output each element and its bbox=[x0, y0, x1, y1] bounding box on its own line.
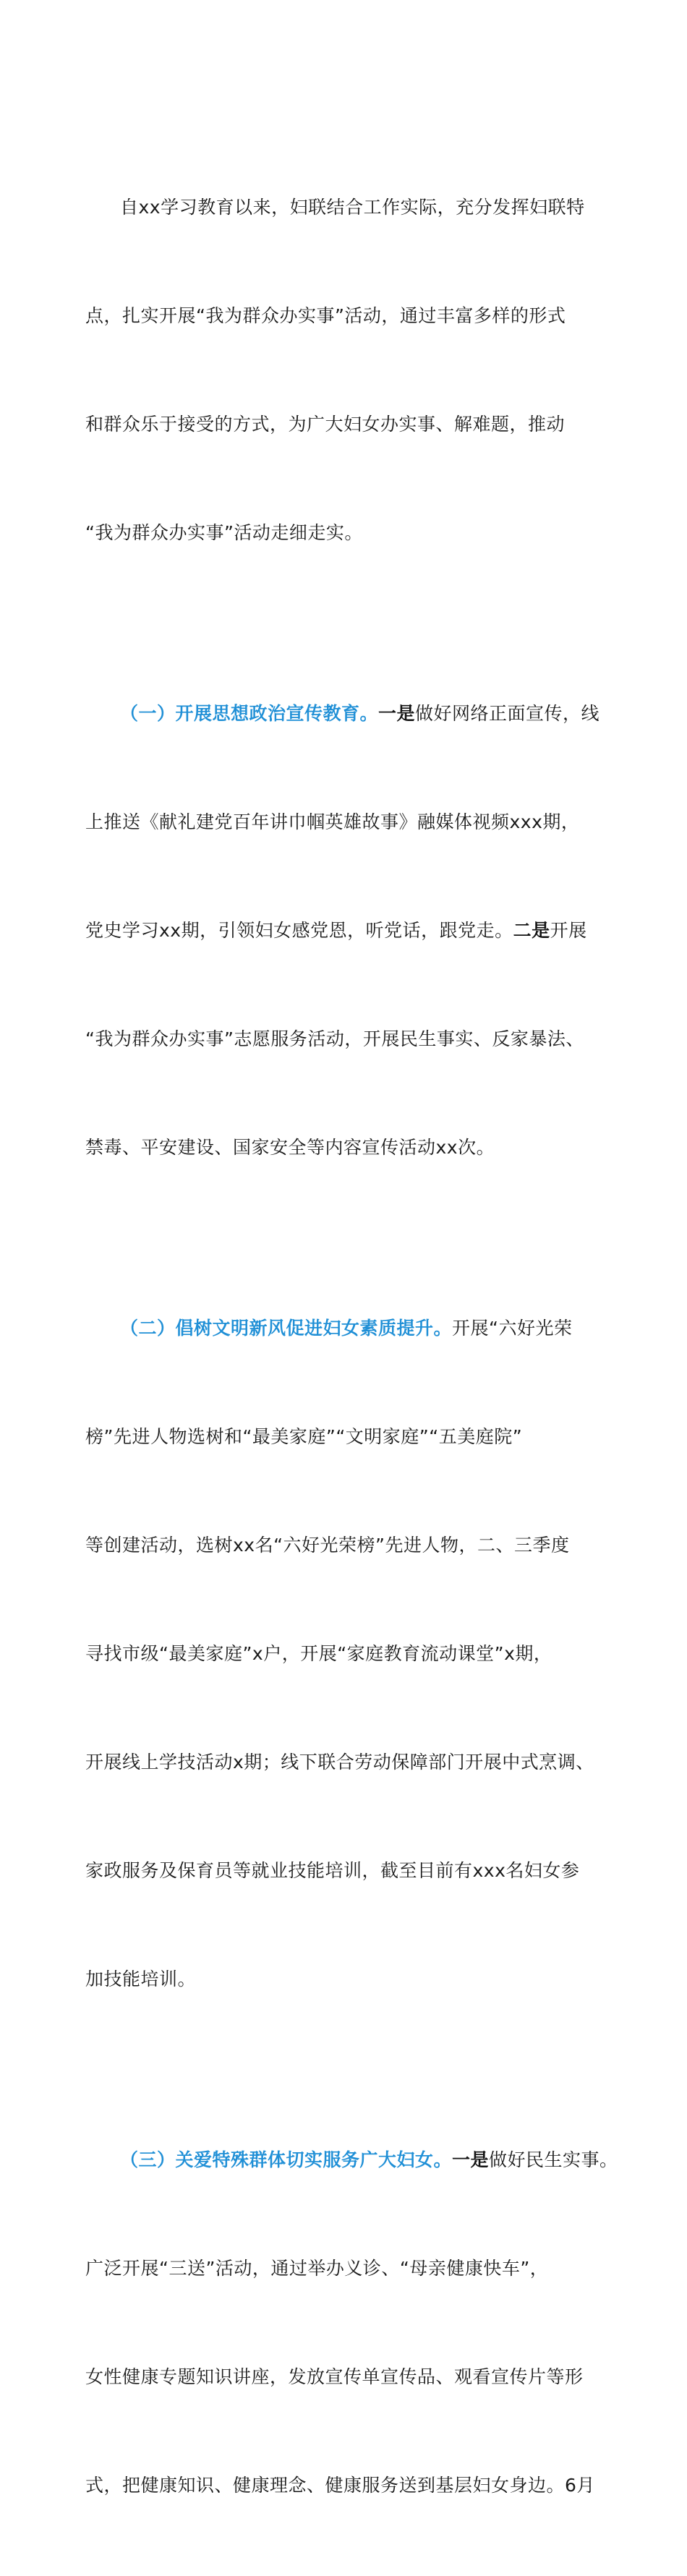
text-line bbox=[85, 696, 606, 732]
text-line: 禁毒、平安建设、国家安全等内容宣传活动xx次。 bbox=[85, 1137, 495, 1158]
text-line: 开展线上学技活动x期；线下联合劳动保障部门开展中式烹调、 bbox=[85, 1752, 594, 1773]
text-line bbox=[85, 1310, 606, 1347]
text-line: 家政服务及保育员等就业技能培训，截至目前有xxx名妇女参 bbox=[85, 1860, 580, 1881]
text-line: 广泛开展“三送”活动，通过举办义诊、“母亲健康快车”， bbox=[85, 2258, 549, 2279]
section-2-paragraph bbox=[85, 1238, 606, 2070]
text-line: “我为群众办实事”活动走细走实。 bbox=[85, 522, 363, 543]
lead-marker: 一是 bbox=[378, 703, 416, 724]
text-line: 上推送《献礼建党百年讲巾帼英雄故事》融媒体视频xxx期， bbox=[85, 811, 580, 832]
text-line: 和群众乐于接受的方式，为广大妇女办实事、解难题，推动 bbox=[85, 414, 566, 435]
text-fragment: 党史学习xx期，引领妇女感党恩，听党话，跟党走。 bbox=[85, 920, 513, 941]
lead-marker: 二是 bbox=[513, 920, 550, 941]
text-line: “我为群众办实事”志愿服务活动，开展民生事实、反家暴法、 bbox=[85, 1028, 584, 1049]
intro-paragraph bbox=[85, 117, 606, 623]
text-line: 榜”先进人物选树和“最美家庭”“文明家庭”“五美庭院” bbox=[85, 1426, 523, 1447]
section-3-paragraph bbox=[85, 2070, 618, 2576]
lead-marker: 一是 bbox=[452, 2149, 490, 2170]
document-page bbox=[85, 117, 618, 2576]
section-2-heading: （二）倡树文明新风促进妇女素质提升。 bbox=[120, 1318, 453, 1339]
section-1-paragraph bbox=[85, 623, 606, 1238]
text-fragment: 开展 bbox=[550, 920, 587, 941]
text-line: 自xx学习教育以来，妇联结合工作实际，充分发挥妇联特 bbox=[120, 197, 585, 218]
text-line: 点，扎实开展“我为群众办实事”活动，通过丰富多样的形式 bbox=[85, 305, 566, 326]
text-fragment: 做好网络正面宣传，线 bbox=[415, 703, 600, 724]
text-line bbox=[85, 2142, 618, 2178]
text-line: 寻找市级“最美家庭”x户，开展“家庭教育流动课堂”x期， bbox=[85, 1643, 552, 1664]
text-line: 式，把健康知识、健康理念、健康服务送到基层妇女身边。6月 bbox=[85, 2475, 595, 2496]
text-line bbox=[85, 913, 606, 949]
text-fragment: 做好民生实事。 bbox=[489, 2149, 618, 2170]
text-line: 等创建活动，选树xx名“六好光荣榜”先进人物，二、三季度 bbox=[85, 1535, 570, 1556]
text-line: 加技能培训。 bbox=[85, 1969, 197, 1989]
text-fragment: 开展“六好光荣 bbox=[452, 1318, 573, 1339]
section-3-heading: （三）关爱特殊群体切实服务广大妇女。 bbox=[120, 2149, 453, 2170]
section-1-heading: （一）开展思想政治宣传教育。 bbox=[120, 703, 379, 724]
text-line: 女性健康专题知识讲座，发放宣传单宣传品、观看宣传片等形 bbox=[85, 2366, 584, 2387]
